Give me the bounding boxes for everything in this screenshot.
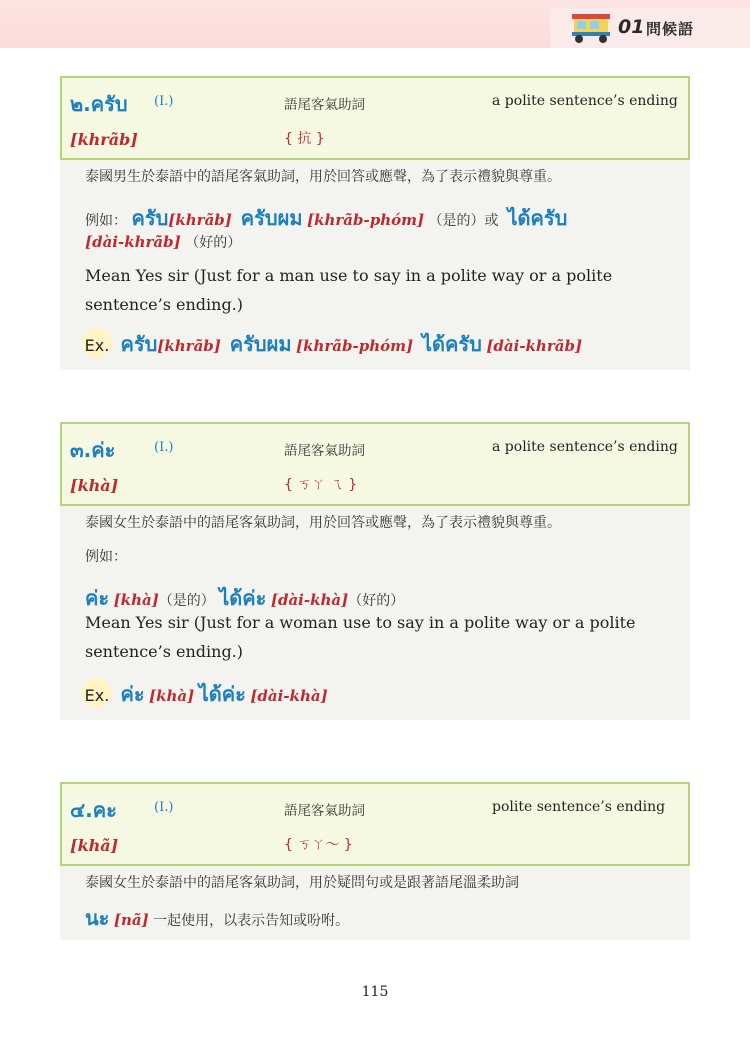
ex-line: [82, 328, 582, 360]
thai-word: นะ: [85, 906, 110, 930]
romanization: [khrãb-phóm]: [295, 337, 414, 355]
thai-word: ได้ค่ะ: [198, 682, 246, 706]
zhuyin: { ㄎㄚ ㄟ }: [284, 477, 358, 493]
chapter-title: 問候語: [646, 20, 695, 38]
thai-word: ครับผม: [229, 332, 292, 356]
entry-header: [60, 422, 690, 506]
zhuyin: { ㄎㄚ～ }: [284, 837, 353, 853]
ex-badge: Ex.: [82, 678, 112, 708]
example-line: [85, 582, 404, 614]
part-of-speech: (I.): [154, 800, 174, 815]
part-of-speech: (I.): [154, 440, 174, 455]
chinese-description: 泰國女生於泰語中的語尾客氣助詞，用於回答或應聲，為了表示禮貌與尊重。: [85, 515, 561, 531]
entry-word: ๓.ค่ะ: [70, 438, 116, 462]
example-prefix: 例如：: [85, 549, 127, 565]
romanization: [dài-khà]: [270, 591, 349, 609]
entry-khrab: [60, 76, 690, 370]
thai-word: ครับผม: [240, 206, 303, 230]
example-gloss: （好的）: [185, 235, 242, 251]
example-prefix: 例如：: [85, 213, 127, 229]
romanization: [khrãb]: [70, 130, 138, 149]
example-gloss: （是的）或: [428, 213, 499, 229]
entry-word: ๒.ครับ: [70, 92, 128, 116]
example-gloss: （是的）: [158, 593, 215, 609]
romanization: [khà]: [113, 591, 159, 609]
entry-word: ๔.คะ: [70, 798, 117, 822]
example-line: [85, 202, 567, 234]
description-text: 一起使用，以表示告知或吩咐。: [153, 913, 350, 929]
ex-line: [82, 678, 328, 710]
entry-kha-high: [60, 782, 690, 940]
english-label: a polite sentence’s ending: [492, 93, 678, 109]
page-number: 115: [361, 984, 389, 1000]
example-line-2: [85, 232, 241, 252]
chinese-label: 語尾客氣助詞: [284, 443, 365, 459]
romanization: [khrãb]: [168, 211, 232, 229]
thai-word: ครับ: [120, 332, 158, 356]
romanization: [khã]: [70, 836, 119, 855]
thai-word: ค่ะ: [85, 586, 110, 610]
ex-badge: Ex.: [82, 328, 112, 358]
romanization: [dài-khrãb]: [486, 337, 583, 355]
romanization: [nã]: [113, 911, 149, 929]
zhuyin: { 抗 }: [284, 131, 325, 147]
english-description: Mean Yes sir (Just for a woman use to say in a polite way or a polite: [85, 613, 636, 632]
english-label: a polite sentence’s ending: [492, 439, 678, 455]
entry-kha-low: [60, 422, 690, 720]
english-description: Mean Yes sir (Just for a man use to say in a polite way or a polite: [85, 266, 613, 285]
romanization: [khà]: [70, 476, 119, 495]
description-line-2: [85, 902, 349, 934]
thai-word: ได้ค่ะ: [219, 586, 267, 610]
chinese-label: 語尾客氣助詞: [284, 803, 365, 819]
chinese-label: 語尾客氣助詞: [284, 97, 365, 113]
part-of-speech: (I.): [154, 94, 174, 109]
romanization: [khrãb]: [157, 337, 221, 355]
english-description-cont: sentence’s ending.): [85, 642, 244, 661]
chinese-description: 泰國女生於泰語中的語尾客氣助詞，用於疑問句或是跟著語尾溫柔助詞: [85, 875, 519, 891]
entry-header: [60, 782, 690, 866]
thai-word: ได้ครับ: [421, 332, 482, 356]
romanization: [khrãb-phóm]: [306, 211, 425, 229]
chapter-number: 01: [618, 16, 645, 38]
chinese-description: 泰國男生於泰語中的語尾客氣助詞，用於回答或應聲，為了表示禮貌與尊重。: [85, 169, 561, 185]
thai-word: ค่ะ: [120, 682, 145, 706]
example-gloss: （好的）: [348, 593, 405, 609]
romanization: [khà]: [149, 687, 195, 705]
tuktuk-icon: [568, 12, 614, 44]
entry-header: [60, 76, 690, 160]
thai-word: ครับ: [131, 206, 169, 230]
chapter-tab: [550, 8, 750, 48]
english-description-cont: sentence’s ending.): [85, 295, 244, 314]
thai-word: ได้ครับ: [507, 206, 568, 230]
romanization: [dài-khà]: [250, 687, 328, 705]
english-label: polite sentence’s ending: [492, 799, 666, 815]
romanization: [dài-khrãb]: [85, 233, 181, 251]
